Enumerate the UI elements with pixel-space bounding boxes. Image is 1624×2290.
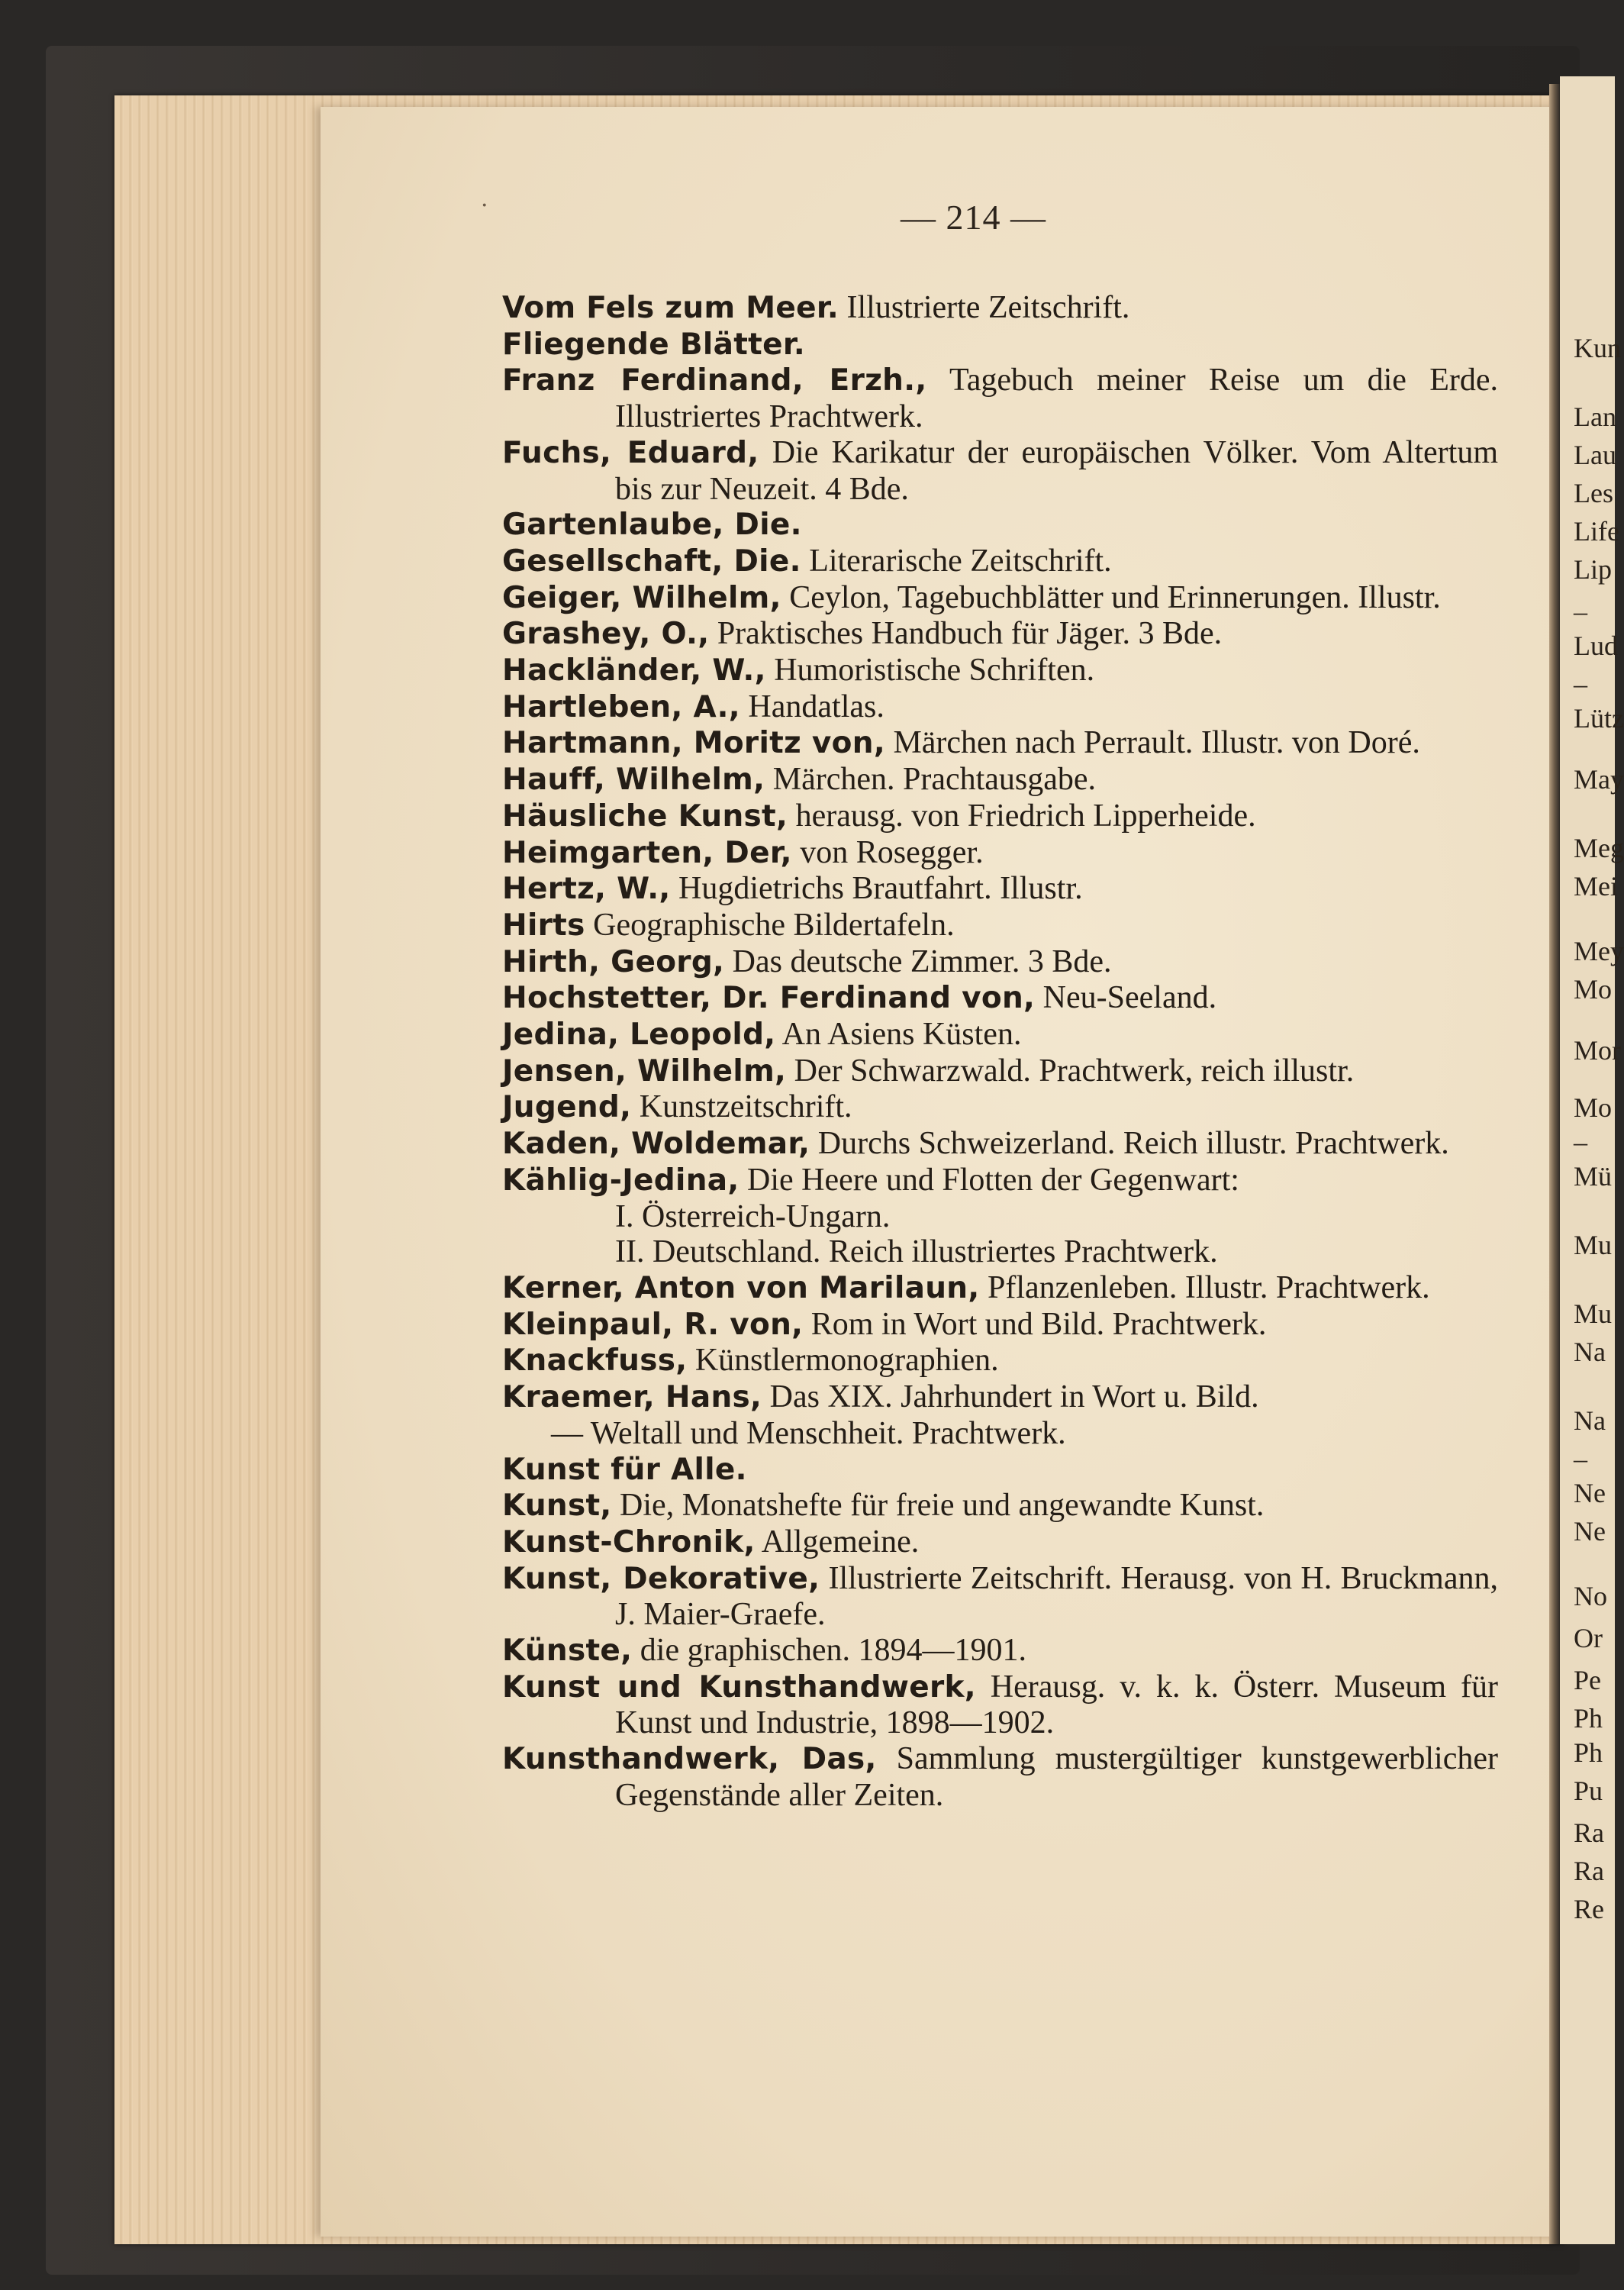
bibliography-entry	[502, 1017, 1498, 1053]
facing-page-word: Pe	[1574, 1665, 1601, 1695]
facing-page-word: Na	[1574, 1337, 1606, 1367]
facing-page-word: Lud	[1574, 631, 1618, 661]
bibliography-entry	[502, 871, 1498, 908]
entry-text: Geographische Bildertafeln.	[585, 907, 955, 943]
entry-keyword: Jugend,	[502, 1090, 632, 1125]
facing-page-word: Life	[1574, 516, 1619, 547]
facing-page-word: Lip	[1574, 554, 1612, 585]
entry-keyword: Kunst,	[502, 1488, 612, 1524]
entry-text: Pflanzenleben. Illustr. Prachtwerk.	[979, 1269, 1430, 1305]
entry-keyword: Kunsthandwerk, Das,	[502, 1742, 877, 1777]
facing-page-word: Ph	[1574, 1703, 1603, 1734]
facing-page-word: Mu	[1574, 1230, 1613, 1260]
entry-text: I. Österreich-Ungarn.	[615, 1198, 891, 1234]
entry-text: — Weltall und Menschheit. Prachtwerk.	[551, 1415, 1066, 1451]
entry-text: An Asiens Küsten.	[775, 1017, 1022, 1053]
bibliography-entry	[502, 1416, 1498, 1452]
facing-page-word: Pu	[1574, 1776, 1603, 1806]
entry-text: Illustrierte Zeitschrift.	[839, 290, 1130, 325]
entry-text: Illustrierte Zeitschrift. Herausg. von H. Bruckmann, J. Maier-Graefe.	[615, 1560, 1498, 1633]
entry-keyword: Grashey, O.,	[502, 617, 710, 652]
entry-text: Ceylon, Tagebuchblätter und Erinnerungen. Illustr.	[781, 579, 1441, 615]
bibliography-entry	[502, 1307, 1498, 1343]
bibliography-entry	[502, 1053, 1498, 1090]
entry-keyword: Hochstetter, Dr. Ferdinand von,	[502, 981, 1036, 1016]
facing-page-word: Kun	[1574, 333, 1621, 363]
bibliography-entry	[502, 1270, 1498, 1307]
bibliography-entry	[502, 653, 1498, 689]
entry-text: II. Deutschland. Reich illustriertes Prachtwerk.	[615, 1234, 1218, 1270]
bibliography-entry	[502, 1163, 1498, 1199]
entry-keyword: Hartleben, A.,	[502, 689, 740, 724]
entry-keyword: Kaden, Woldemar,	[502, 1127, 810, 1162]
entry-text: Rom in Wort und Bild. Prachtwerk.	[803, 1306, 1267, 1342]
bibliography-entry	[502, 689, 1498, 726]
entry-keyword: Gesellschaft, Die.	[502, 543, 801, 579]
entry-text: Der Schwarzwald. Prachtwerk, reich illustr.	[786, 1053, 1355, 1089]
entry-keyword: Kunst-Chronik,	[502, 1524, 756, 1559]
entry-keyword: Heimgarten, Der,	[502, 835, 792, 870]
entry-keyword: Jensen, Wilhelm,	[502, 1053, 787, 1089]
facing-page-word: –	[1574, 1443, 1587, 1474]
entry-text: Märchen nach Perrault. Illustr. von Doré.	[884, 725, 1420, 761]
facing-page-word: Ne	[1574, 1516, 1606, 1547]
entry-text: Die, Monatshefte für freie und angewandte Kunst.	[611, 1488, 1265, 1524]
bibliography-entry	[502, 980, 1498, 1017]
entry-text: Handatlas.	[740, 689, 884, 724]
bibliography-entry	[502, 1379, 1498, 1416]
entry-text: Literarische Zeitschrift.	[801, 543, 1112, 579]
bibliography-entry	[502, 1524, 1498, 1561]
facing-page-word: May	[1574, 764, 1624, 795]
entry-text: Herausg. v. k. k. Österr. Museum für Kunst und Industrie, 1898—1902.	[615, 1669, 1498, 1741]
entry-keyword: Knackfuss,	[502, 1343, 688, 1379]
entry-text: herausg. von Friedrich Lipperheide.	[788, 798, 1256, 834]
facing-page-word: Mo	[1574, 974, 1613, 1005]
facing-page-word: Or	[1574, 1623, 1603, 1653]
entry-keyword: Hartmann, Moritz von,	[502, 726, 885, 761]
entry-text: Künstlermonographien.	[687, 1343, 999, 1379]
entry-keyword: Kunst, Dekorative,	[502, 1561, 820, 1596]
facing-page-word: Mor	[1574, 1035, 1621, 1066]
entry-text: Das deutsche Zimmer. 3 Bde.	[724, 943, 1112, 979]
facing-page-word: Ph	[1574, 1737, 1603, 1768]
bibliography-entry	[502, 616, 1498, 653]
facing-page-word: Lan	[1574, 402, 1616, 432]
entry-keyword: Franz Ferdinand, Erzh.,	[502, 363, 927, 398]
bibliography-entry	[502, 1199, 1498, 1235]
bibliography-entries	[502, 290, 1498, 1814]
entry-keyword: Häusliche Kunst,	[502, 798, 788, 834]
entry-keyword: Hirts	[502, 908, 585, 943]
bibliography-entry	[502, 762, 1498, 798]
bibliography-entry	[502, 435, 1498, 507]
facing-page-word: Meg	[1574, 833, 1624, 863]
entry-text: Die Karikatur der europäischen Völker. Vom Altertum bis zur Neuzeit. 4 Bde.	[615, 434, 1498, 507]
entry-keyword: Geiger, Wilhelm,	[502, 580, 781, 615]
bibliography-entry	[502, 1234, 1498, 1270]
entry-text: Humoristische Schriften.	[765, 653, 1095, 689]
page-blemish: ·	[481, 192, 488, 219]
entry-text: die graphischen. 1894—1901.	[632, 1633, 1027, 1669]
entry-keyword: Gartenlaube, Die.	[502, 508, 802, 543]
bibliography-entry	[502, 1089, 1498, 1126]
bibliography-entry	[502, 835, 1498, 872]
entry-keyword: Kerner, Anton von Marilaun,	[502, 1270, 980, 1305]
entry-keyword: Hackländer, W.,	[502, 653, 766, 689]
entry-text: Allgemeine.	[755, 1524, 920, 1559]
book-gutter	[1549, 84, 1560, 2244]
facing-page-word: –	[1574, 1127, 1587, 1157]
bibliography-entry	[502, 1561, 1498, 1633]
entry-text: Hugdietrichs Brautfahrt. Illustr.	[670, 871, 1083, 907]
entry-keyword: Vom Fels zum Meer.	[502, 291, 839, 325]
entry-text: Sammlung mustergültiger kunstgewerblicher Gegenstände aller Zeiten.	[615, 1741, 1498, 1813]
entry-text: Praktisches Handbuch für Jäger. 3 Bde.	[709, 616, 1223, 652]
entry-keyword: Kählig-Jedina,	[502, 1163, 740, 1198]
bibliography-entry	[502, 908, 1498, 944]
entry-keyword: Fliegende Blätter.	[502, 327, 805, 362]
page-number: — 214 —	[901, 198, 1046, 237]
facing-page-word: –	[1574, 669, 1587, 699]
bibliography-entry	[502, 327, 1498, 363]
facing-page-word: Mey	[1574, 936, 1624, 966]
bibliography-entry	[502, 290, 1498, 327]
facing-page-word: Ra	[1574, 1817, 1604, 1848]
entry-keyword: Kunst und Kunsthandwerk,	[502, 1669, 976, 1705]
bibliography-entry	[502, 1633, 1498, 1669]
entry-keyword: Kunst für Alle.	[502, 1452, 747, 1487]
bibliography-entry	[502, 1452, 1498, 1488]
bibliography-entry	[502, 944, 1498, 981]
bibliography-entry	[502, 543, 1498, 580]
entry-text: von Rosegger.	[791, 834, 984, 870]
bibliography-entry	[502, 1488, 1498, 1524]
entry-text: Durchs Schweizerland. Reich illustr. Prachtwerk.	[810, 1126, 1449, 1162]
entry-keyword: Hirth, Georg,	[502, 944, 725, 979]
bibliography-entry	[502, 725, 1498, 762]
entry-keyword: Jedina, Leopold,	[502, 1018, 776, 1053]
entry-text: Märchen. Prachtausgabe.	[765, 762, 1097, 798]
right-page-fragment	[1560, 76, 1624, 2244]
facing-page-word: Lau	[1574, 440, 1616, 470]
entry-text: Tagebuch meiner Reise um die Erde. Illustriertes Prachtwerk.	[615, 363, 1498, 435]
bibliography-entry	[502, 798, 1498, 835]
bibliography-entry	[502, 1741, 1498, 1813]
facing-page-word: –	[1574, 596, 1587, 627]
bibliography-entry	[502, 363, 1498, 434]
entry-text: Kunstzeitschrift.	[631, 1089, 852, 1125]
entry-text: Neu-Seeland.	[1035, 980, 1217, 1016]
facing-page-word: Mei	[1574, 871, 1618, 901]
entry-keyword: Fuchs, Eduard,	[502, 435, 759, 470]
facing-page-word: Les	[1574, 478, 1613, 508]
facing-page-word: Mü	[1574, 1161, 1613, 1192]
entry-keyword: Hauff, Wilhelm,	[502, 763, 765, 798]
bibliography-entry	[502, 507, 1498, 543]
bibliography-entry	[502, 580, 1498, 617]
bibliography-entry	[502, 1669, 1498, 1741]
entry-keyword: Kraemer, Hans,	[502, 1380, 762, 1415]
facing-page-word: Mu	[1574, 1298, 1613, 1329]
facing-page-word: Lütz	[1574, 703, 1624, 734]
bibliography-entry	[502, 1126, 1498, 1163]
facing-page-word: No	[1574, 1581, 1607, 1611]
facing-page-word: Mo	[1574, 1092, 1613, 1123]
entry-keyword: Künste,	[502, 1634, 633, 1669]
facing-page-word: Na	[1574, 1405, 1606, 1436]
entry-keyword: Kleinpaul, R. von,	[502, 1307, 804, 1342]
entry-text: Das XIX. Jahrhundert in Wort u. Bild.	[762, 1379, 1259, 1415]
bibliography-entry	[502, 1343, 1498, 1379]
facing-page-word: Ne	[1574, 1478, 1606, 1508]
entry-text: Die Heere und Flotten der Gegenwart:	[739, 1162, 1239, 1198]
facing-page-word: Ra	[1574, 1856, 1604, 1886]
entry-keyword: Hertz, W.,	[502, 872, 671, 907]
facing-page-word: Re	[1574, 1894, 1604, 1924]
